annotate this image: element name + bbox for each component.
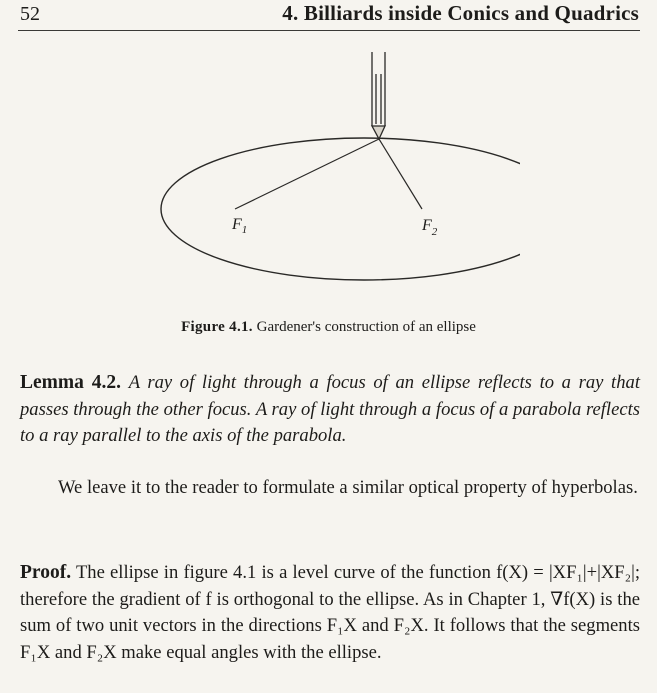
lemma-heading: Lemma 4.2. <box>20 372 122 393</box>
lemma-body: A ray of light through a focus of an ellipse reflects to a ray that passes through the other focus. A ray of light through a focus of a parabola reflects to a ray parallel to the axis of the parabola. <box>20 372 640 447</box>
lemma-block <box>20 370 640 450</box>
figure-caption-text: Gardener's construction of an ellipse <box>256 319 476 335</box>
string-to-f1 <box>235 139 379 209</box>
ellipse-diagram <box>120 44 520 294</box>
focus1-label: $F_1$ <box>232 216 248 236</box>
header-rule <box>18 30 640 31</box>
string-to-f2 <box>379 139 422 209</box>
focus2-label: $F_2$ <box>422 217 438 238</box>
running-head: 4. Billiards inside Conics and Quadrics <box>282 1 639 25</box>
body-paragraph: We leave it to the reader to formulate a similar optical property of hyperbolas. <box>58 477 638 498</box>
pencil-icon <box>372 52 385 139</box>
proof-heading: Proof. <box>20 562 72 583</box>
proof-block <box>20 560 640 666</box>
proof-body: The ellipse in figure 4.1 is a level curve of the function f(X) = |XF₁|+|XF₂|; therefore the gradient of f is orthogonal to the ellipse. As in Chapter 1, ∇f(X) is the sum of two unit vectors in the directions F₁X and F₂X. It follows that the segments F₁X and F₂X make equal angles with the ellipse. <box>20 562 641 663</box>
figure-caption-label: Figure 4.1. <box>181 319 253 335</box>
ellipse-curve <box>161 138 520 280</box>
page-header <box>0 0 657 32</box>
page-number: 52 <box>20 3 40 25</box>
figure-ellipse <box>120 44 520 294</box>
figure-caption <box>0 319 657 336</box>
